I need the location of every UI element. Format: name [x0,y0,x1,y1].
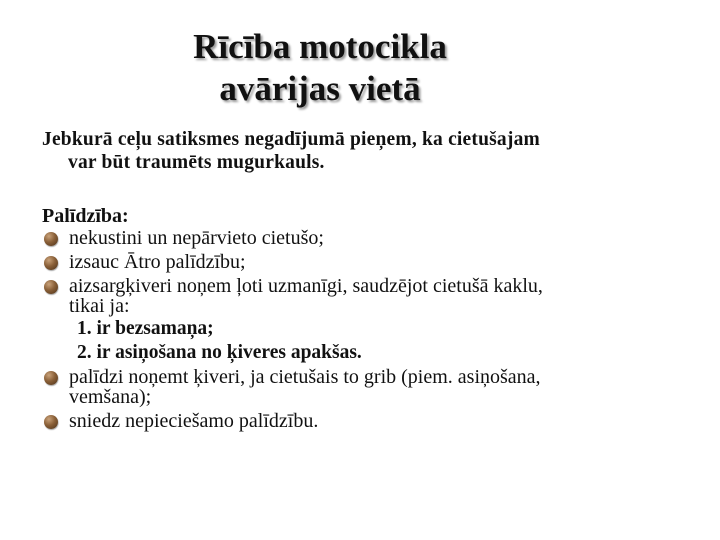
help-list [42,228,702,435]
help-heading: Palīdzība: [42,205,129,227]
bullet-icon [44,415,58,429]
list-item-text: nekustini un nepārvieto cietušo; [69,227,324,249]
list-item-text-cont: tikai ja: [69,295,130,317]
list-item-text-cont: vemšana); [69,386,152,408]
intro-line-2: var būt traumēts mugurkauls. [68,152,325,173]
bullet-icon [44,280,58,294]
bullet-icon [44,232,58,246]
title-line-2: avārijas vietā [219,69,421,108]
list-item-text: palīdzi noņemt ķiveri, ja cietušais to grib (piem. asiņošana, [69,366,541,388]
condition-item: 2. ir asiņošana no ķiveres apakšas. [77,342,362,363]
list-item [42,276,702,363]
list-item [42,252,702,272]
bullet-icon [44,256,58,270]
list-item [42,411,702,431]
intro-line-1: Jebkurā ceļu satiksmes negadījumā pieņem, ka cietušajam [42,129,540,150]
slide-title [160,26,480,110]
condition-item: 1. ir bezsamaņa; [77,318,214,339]
conditions-sublist [69,319,702,363]
list-item-text: aizsargķiveri noņem ļoti uzmanīgi, saudzējot cietušā kaklu, [69,275,543,297]
intro-paragraph [42,128,702,174]
bullet-icon [44,371,58,385]
list-item [42,367,702,407]
list-item-text: izsauc Ātro palīdzību; [69,251,246,273]
title-line-1: Rīcība motocikla [193,27,447,66]
list-item [42,228,702,248]
list-item-text: sniedz nepieciešamo palīdzību. [69,410,319,432]
